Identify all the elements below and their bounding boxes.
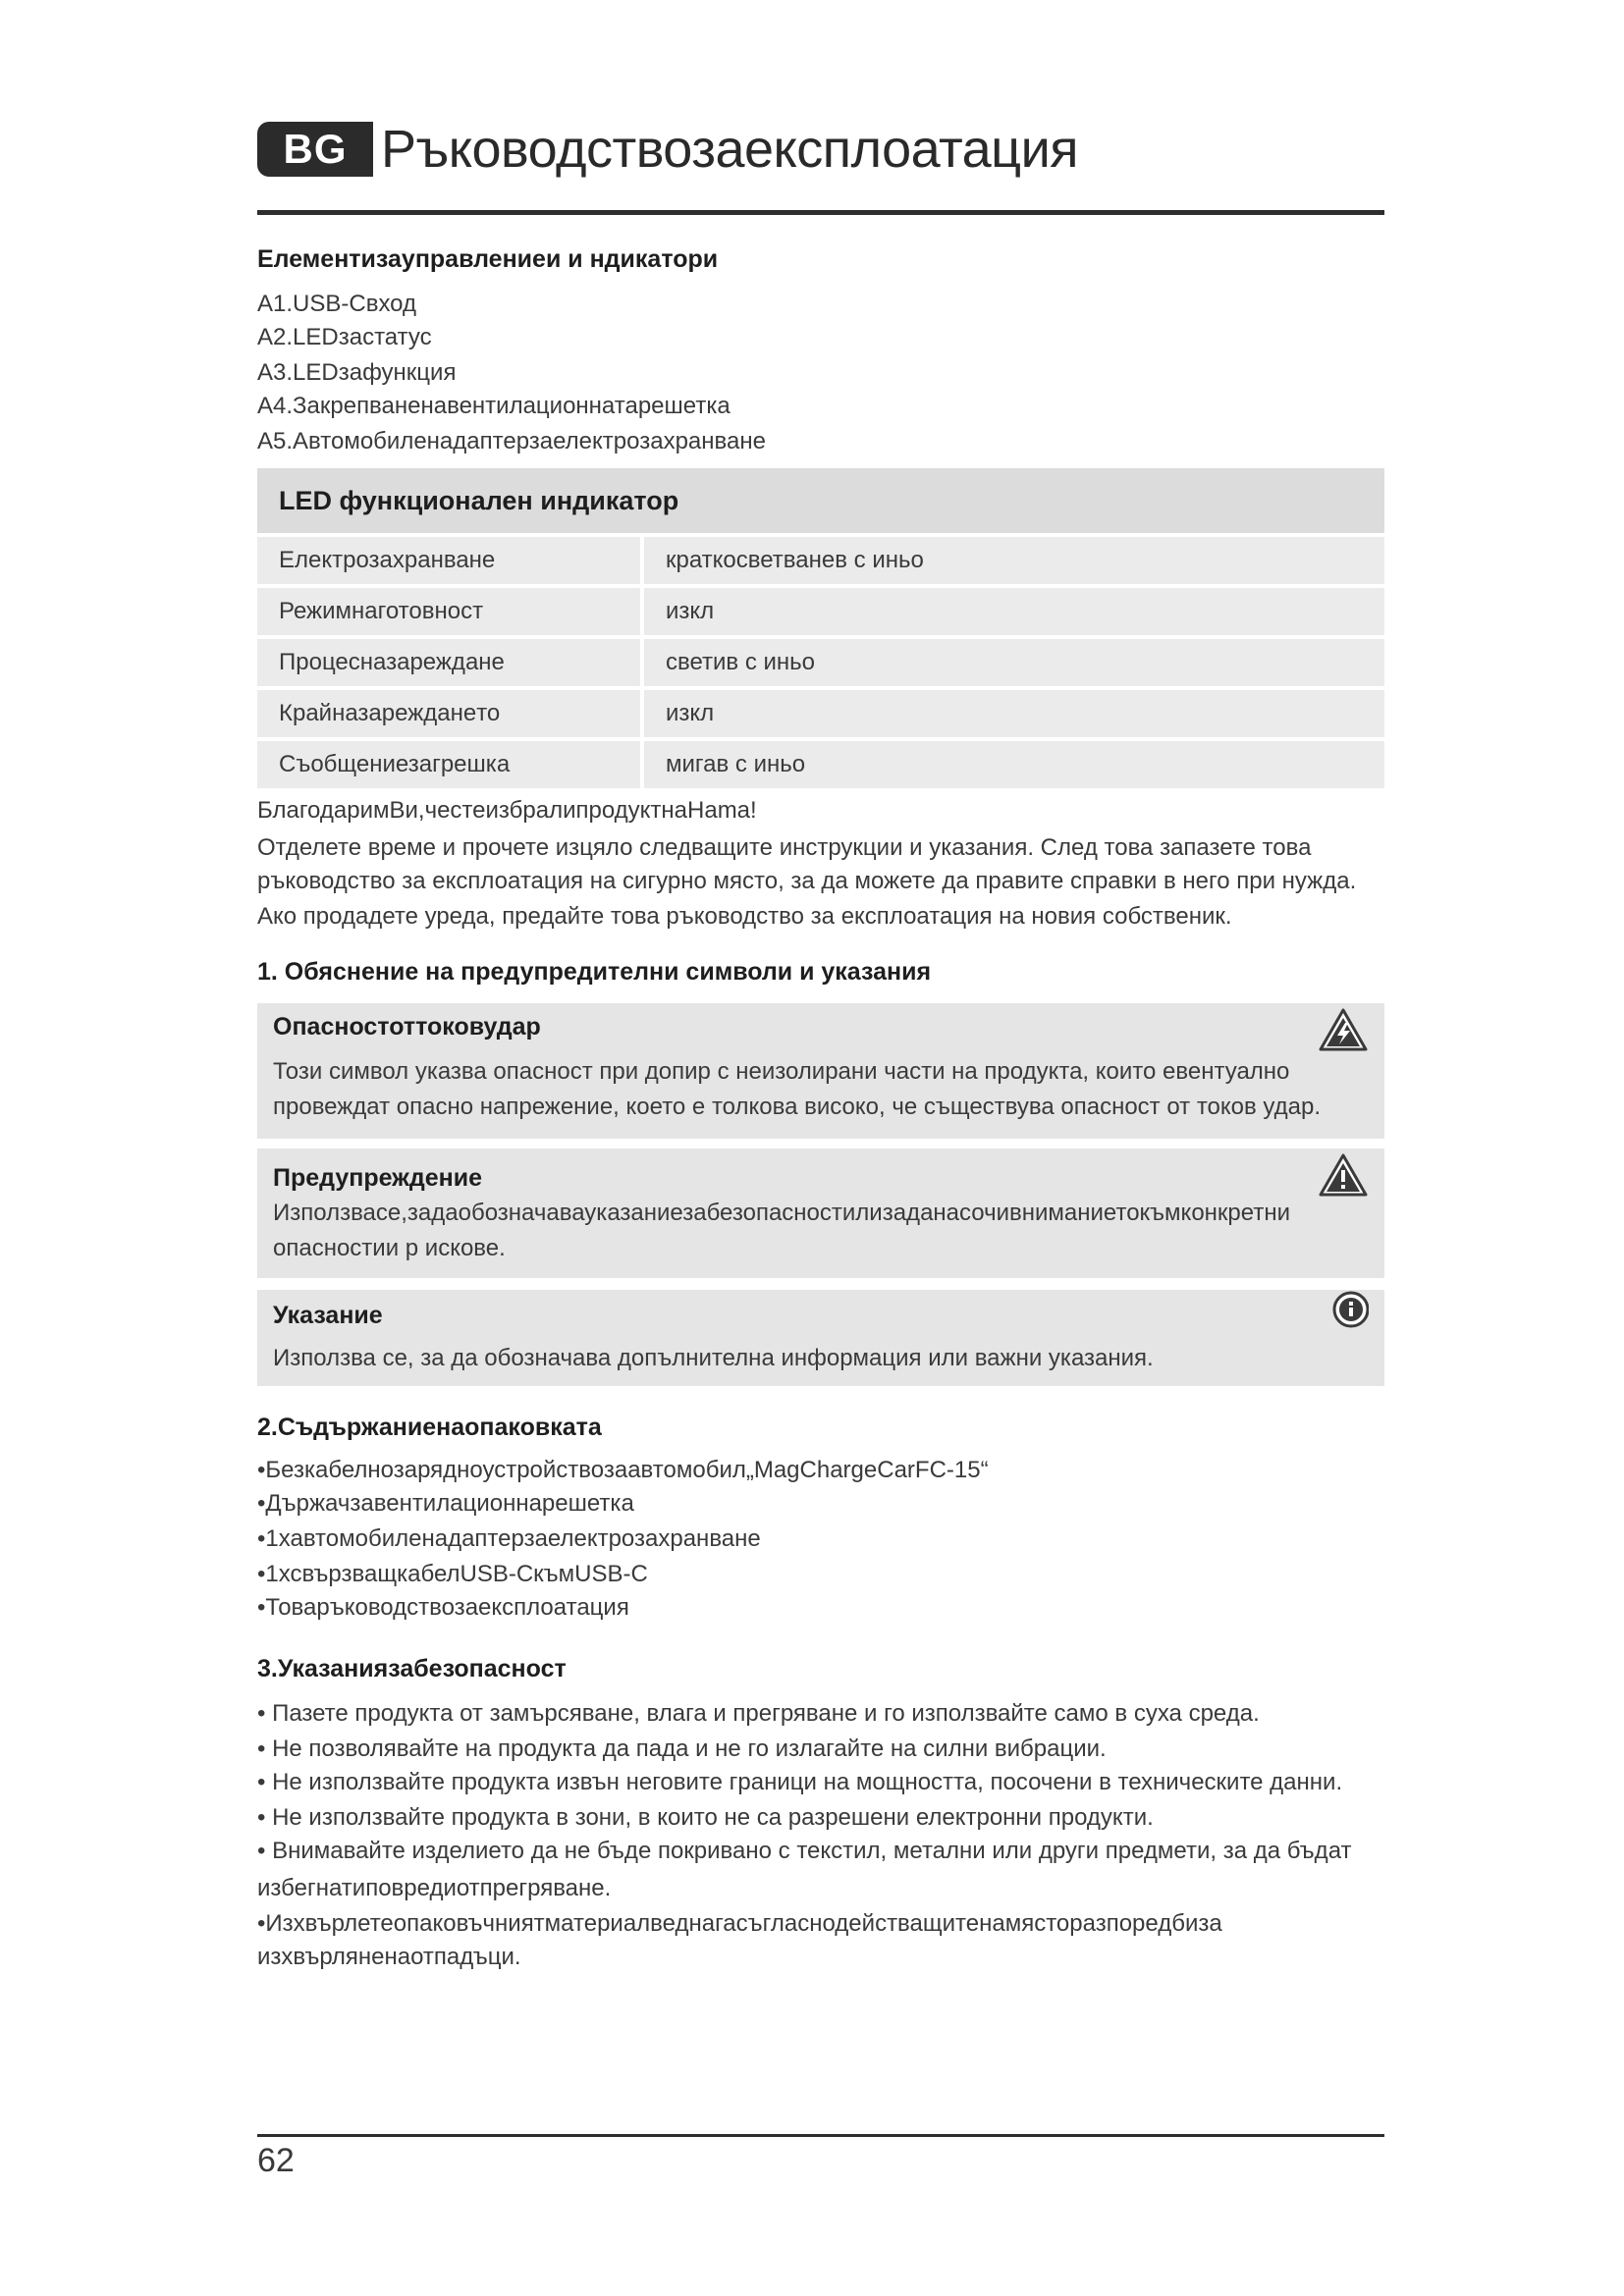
- table-row: [257, 588, 1384, 635]
- led-table-title: LED функционален индикатор: [257, 468, 1384, 533]
- list-item: •Изхвърлетеопаковъчниятматериалведнагасъгласнодействащитенамясторазпоредбиза: [257, 1910, 1222, 1937]
- list-item: изхвърляненаотпадъци.: [257, 1944, 521, 1970]
- warning-text: опасностии р искове.: [273, 1235, 506, 1261]
- table-row: [257, 537, 1384, 584]
- intro-line: Отделете време и прочете изцяло следващите инструкции и указания. След това запазете това: [257, 834, 1312, 861]
- note-title: Указание: [273, 1302, 383, 1329]
- list-item: •Товаръководствозаексплоатация: [257, 1594, 629, 1621]
- footer-divider: [257, 2134, 1384, 2137]
- hazard-box: [257, 1003, 1384, 1139]
- list-item: • Не използвайте продукта извън неговите граници на мощността, посочени в техническите данни.: [257, 1769, 1343, 1795]
- page-number: 62: [257, 2142, 295, 2179]
- table-row: [257, 741, 1384, 788]
- page-title: Ръководствозаексплоатация: [381, 120, 1078, 179]
- intro-line: ръководство за експлоатация на сигурно място, за да можете да правите справки в него при нужда.: [257, 868, 1357, 894]
- controls-heading: Елементизауправлениеи и ндикатори: [257, 245, 719, 273]
- warning-box: [257, 1148, 1384, 1278]
- section3-heading: 3.Указаниязабезопасност: [257, 1655, 567, 1682]
- list-item: •1хсвързващкабелUSB-СкъмUSB-C: [257, 1561, 648, 1587]
- list-item: • Не позволявайте на продукта да пада и не го излагайте на силни вибрации.: [257, 1735, 1107, 1762]
- info-icon: [1318, 1290, 1369, 1335]
- list-item: •Безкабелнозарядноустройствозаавтомобил„MagChargeCarFC-15“: [257, 1457, 989, 1483]
- table-row: [257, 639, 1384, 686]
- warning-title: Предупреждение: [273, 1164, 483, 1192]
- controls-item: A1.USB-Свход: [257, 291, 416, 317]
- list-item: • Не използвайте продукта в зони, в които не са разрешени електронни продукти.: [257, 1804, 1154, 1831]
- hazard-title: Опасностоттоковудар: [273, 1013, 541, 1041]
- note-text: Използва се, за да обозначава допълнителна информация или важни указания.: [273, 1345, 1154, 1371]
- controls-item: A5.Автомобиленадаптерзаелектрозахранване: [257, 428, 766, 454]
- page-header: [257, 120, 1078, 179]
- list-item: • Пазете продукта от замърсяване, влага и прегряване и го използвайте само в суха среда.: [257, 1700, 1260, 1727]
- section2-heading: 2.Съдържаниенаопаковката: [257, 1414, 602, 1441]
- electric-hazard-icon: [1318, 1007, 1369, 1052]
- list-item: • Внимавайте изделието да не бъде покривано с текстил, метални или други предмети, за да бъдат: [257, 1838, 1352, 1864]
- led-indicator-cell: изкл: [644, 588, 1384, 635]
- led-indicator-cell: мигав с иньо: [644, 741, 1384, 788]
- intro-line: Ако продадете уреда, предайте това ръководство за експлоатация на новия собственик.: [257, 903, 1232, 930]
- hazard-text: Този символ указва опасност при допир с неизолирани части на продукта, които евентуално: [273, 1058, 1290, 1085]
- led-indicator-cell: светив с иньо: [644, 639, 1384, 686]
- warning-icon: [1318, 1152, 1369, 1198]
- warning-text: Използвасе,задаобозначавауказаниезабезопасностилизаданасочивниманиетокъмконкретни: [273, 1200, 1290, 1226]
- led-indicator-table: [257, 468, 1384, 788]
- section1-heading: 1. Обяснение на предупредителни символи и указания: [257, 958, 932, 986]
- controls-item: A4.Закрепваненавентилационнатарешетка: [257, 393, 731, 419]
- controls-item: A2.LEDзастатус: [257, 324, 432, 350]
- note-box: [257, 1290, 1384, 1386]
- intro-thanks: БлагодаримВи,честеизбралипродуктнаHama!: [257, 797, 757, 824]
- language-badge: BG: [257, 122, 373, 177]
- list-item: •Държачзавентилационнарешетка: [257, 1490, 634, 1517]
- led-indicator-cell: изкл: [644, 690, 1384, 737]
- list-item: •1хавтомобиленадаптерзаелектрозахранване: [257, 1525, 761, 1552]
- table-row: [257, 690, 1384, 737]
- led-state-cell: Режимнаготовност: [257, 588, 640, 635]
- led-indicator-cell: краткосветванев с иньо: [644, 537, 1384, 584]
- led-state-cell: Съобщениезагрешка: [257, 741, 640, 788]
- led-state-cell: Процесназареждане: [257, 639, 640, 686]
- controls-item: A3.LEDзафункция: [257, 359, 457, 386]
- hazard-text: провеждат опасно напрежение, което е толкова високо, че съществува опасност от токов удар.: [273, 1094, 1321, 1120]
- list-item: избегнатиповредиотпрегряване.: [257, 1875, 612, 1901]
- header-divider: [257, 210, 1384, 215]
- led-state-cell: Електрозахранване: [257, 537, 640, 584]
- led-state-cell: Крайназарежданeто: [257, 690, 640, 737]
